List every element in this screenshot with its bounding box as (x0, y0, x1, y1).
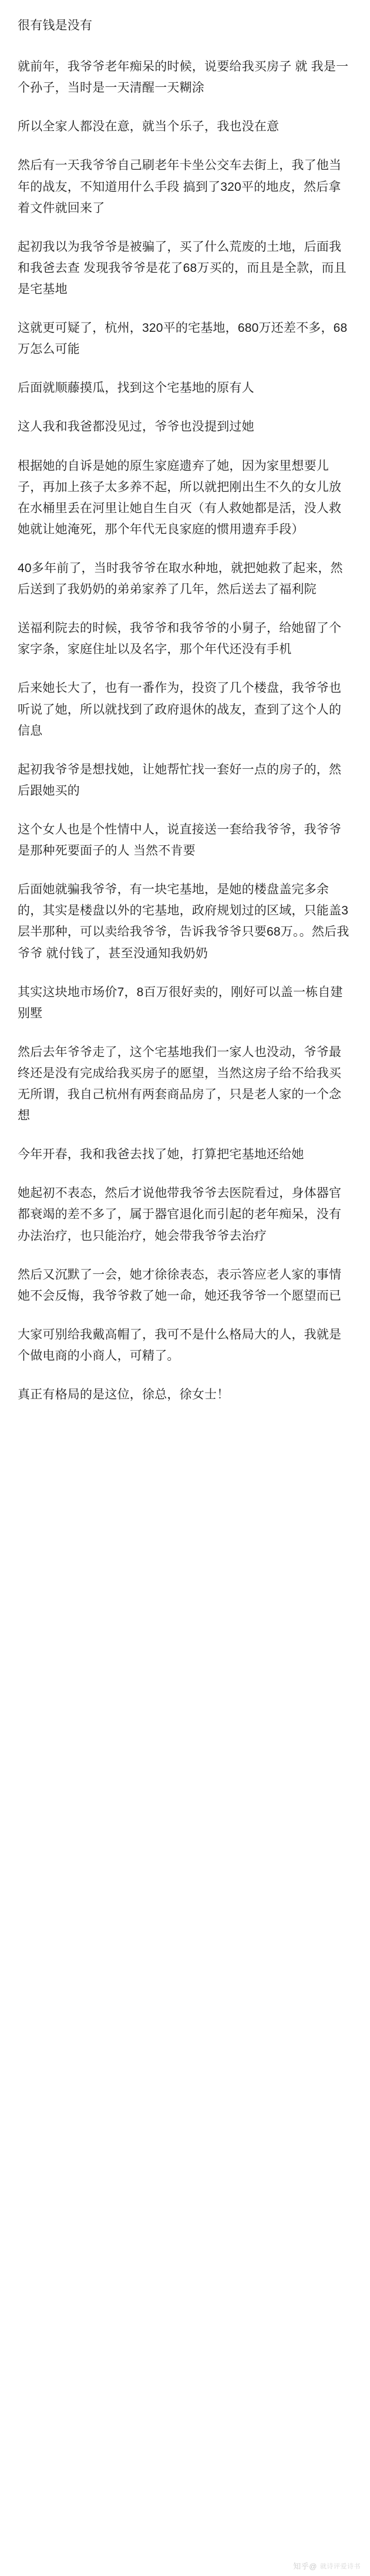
paragraph: 所以全家人都没在意，就当个乐子，我也没在意 (18, 120, 280, 134)
paragraph: 就前年，我爷爷老年痴呆的时候，说要给我买房子 就 我是一个孙子，当时是一天清醒一天糊涂 (18, 60, 349, 95)
paragraph: 这个女人也是个性情中人，说直接送一套给我爷爷，我爷爷是那种死要面子的人 当然不肯要 (18, 822, 342, 858)
paragraph: 后来她长大了，也有一番作为，投资了几个楼盘，我爷爷也听说了她，所以就找到了政府退休的战友，查到了这个人的信息 (18, 681, 342, 738)
paragraph: 40多年前了，当时我爷爷在取水种地，就把她救了起来，然后送到了我奶奶的弟弟家养了几年，然后送去了福利院 (18, 561, 343, 597)
paragraph: 起初我以为我爷爷是被骗了，买了什么荒废的土地，后面我和我爸去查 发现我爷爷是花了68万买的，而且是全款，而且是宅基地 (18, 240, 347, 296)
article-body (18, 15, 352, 1405)
paragraph: 送福利院去的时候，我爷爷和我爷爷的小舅子，给她留了个家字条，家庭住址以及名字，那个年代还没有手机 (18, 621, 342, 657)
paragraph: 真正有格局的是这位，徐总，徐女士！ (18, 1388, 230, 1402)
watermark (293, 2560, 361, 2571)
paragraph: 后面她就骗我爷爷，有一块宅基地，是她的楼盘盖完多余的，其实是楼盘以外的宅基地，政府规划过的区域，只能盖3层半那种，可以卖给我爷爷，告诉我爷爷只要68万。。然后我爷爷 就付钱了，甚至没通知我奶奶 (18, 883, 349, 960)
paragraph: 然后有一天我爷爷自己刷老年卡坐公交车去街上，我了他当年的战友，不知道用什么手段 搞到了320平的地皮，然后拿着文件就回来了 (18, 159, 342, 215)
paragraph: 然后去年爷爷走了，这个宅基地我们一家人也没动，爷爷最终还是没有完成给我买房子的愿望，当然这房子给不给我买无所谓，我自己杭州有两套商品房了，只是老人家的一个念想 (18, 1045, 342, 1123)
paragraph: 今年开春，我和我爸去找了她，打算把宅基地还给她 (18, 1148, 304, 1162)
paragraph: 然后又沉默了一会，她才徐徐表态，表示答应老人家的事情 她不会反悔，我爷爷救了她一命，她还我爷爷一个愿望而已 (18, 1267, 342, 1303)
watermark-sub-text: 就诗评爱诗书 (320, 2562, 361, 2570)
watermark-main-text: 知乎@ (293, 2562, 317, 2571)
paragraph: 起初我爷爷是想找她，让她帮忙找一套好一点的房子的，然后跟她买的 (18, 762, 342, 798)
paragraph: 其实这块地市场价7，8百万很好卖的，刚好可以盖一栋自建别墅 (18, 985, 343, 1020)
paragraph: 后面就顺藤摸瓜，找到这个宅基地的原有人 (18, 381, 254, 395)
paragraph: 很有钱是没有 (18, 19, 93, 32)
paragraph: 根据她的自诉是她的原生家庭遗弃了她，因为家里想要儿子，再加上孩子太多养不起，所以就把刚出生不久的女儿放在水桶里丢在河里让她自生自灭（有人救她都是活，没人救她就让她淹死，那个年代无良家庭的惯用遗弃手段） (18, 459, 342, 536)
paragraph: 这就更可疑了，杭州，320平的宅基地，680万还差不多，68万怎么可能 (18, 321, 348, 357)
paragraph: 大家可别给我戴高帽了，我可不是什么格局大的人，我就是个做电商的小商人，可精了。 (18, 1327, 342, 1363)
paragraph: 她起初不表态，然后才说他带我爷爷去医院看过，身体器官都衰竭的差不多了，属于器官退化而引起的老年痴呆，没有办法治疗，也只能治疗，她会带我爷爷去治疗 (18, 1186, 342, 1243)
paragraph: 这人我和我爸都没见过，爷爷也没提到过她 (18, 420, 254, 434)
